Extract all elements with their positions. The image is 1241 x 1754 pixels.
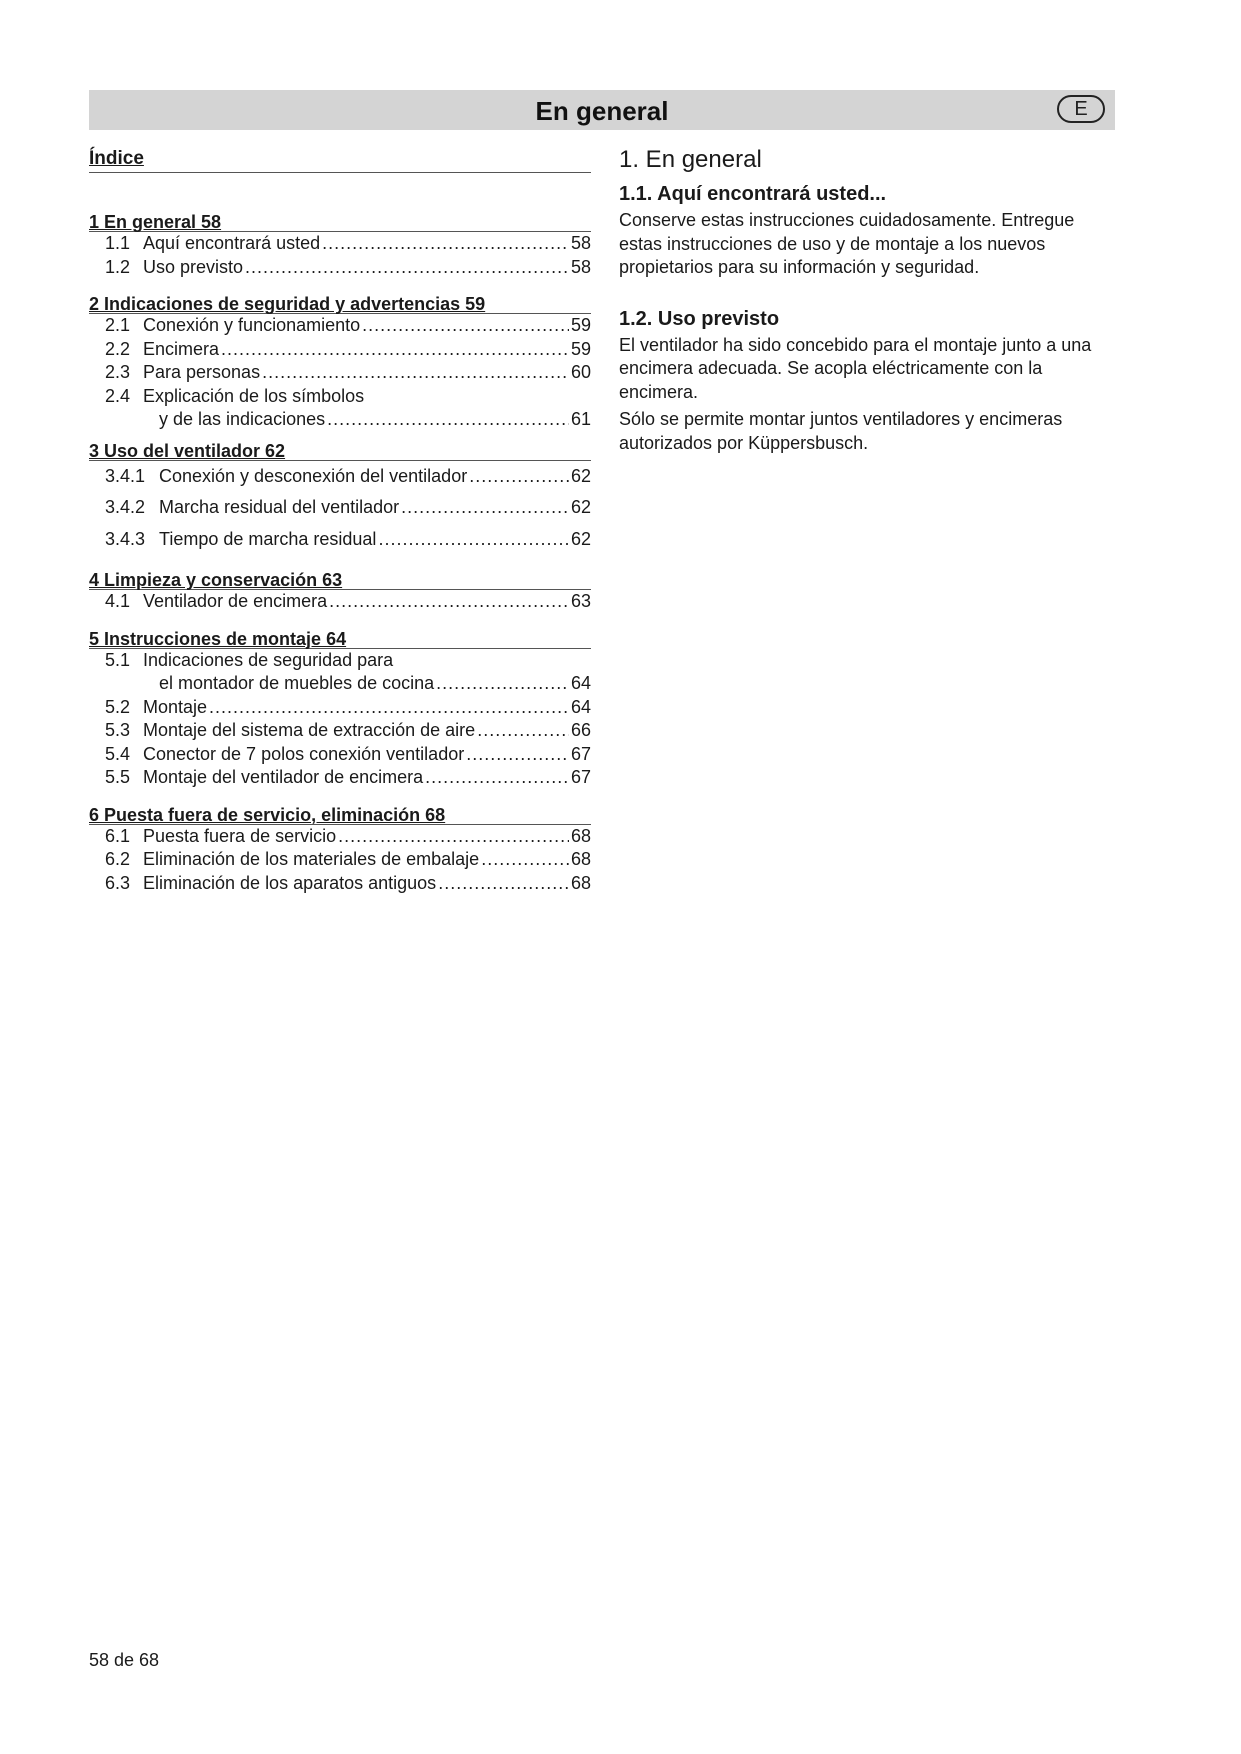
leader-dots — [469, 461, 569, 493]
toc-entry[interactable] — [89, 719, 591, 743]
leader-dots — [245, 256, 569, 280]
toc-entry-text: Conexión y desconexión del ventilador — [159, 465, 468, 486]
toc-entry-page: 62 — [570, 528, 591, 549]
toc-entry-number: 5.5 — [105, 767, 131, 787]
subsection-title-1: 1.1. Aquí encontrará usted... — [619, 183, 887, 205]
toc-entry[interactable] — [89, 524, 591, 556]
toc-entry[interactable] — [89, 649, 591, 673]
toc-section-heading[interactable]: 1 En general 58 — [89, 211, 591, 232]
subsection-text-2a: El ventilador ha sido concebido para el montaje junto a una encimera adecuada. Se acopla eléctricamente con la encimera. — [619, 334, 1092, 402]
toc-entry[interactable] — [89, 872, 591, 896]
toc-entry[interactable] — [89, 314, 591, 338]
toc-entry[interactable] — [89, 232, 591, 256]
toc-section — [89, 628, 591, 790]
subsection-title-2: 1.2. Uso previsto — [619, 307, 780, 330]
toc-entry[interactable] — [89, 361, 591, 385]
toc-entry-number: 3.4.1 — [105, 465, 146, 486]
toc-entry-number: 3.4.2 — [105, 497, 146, 517]
toc-entry-page: 68 — [570, 825, 591, 846]
toc-entry-number: 4.1 — [105, 591, 131, 611]
toc-section-heading[interactable]: 5 Instrucciones de montaje 64 — [89, 628, 591, 649]
toc-entry-continuation[interactable] — [89, 672, 591, 696]
toc-entry-text: Montaje del sistema de extracción de aire — [143, 720, 476, 740]
toc-entry[interactable] — [89, 492, 591, 524]
toc-entry-page: 61 — [570, 409, 591, 429]
toc-entry-page: 67 — [570, 743, 591, 764]
page-number: 58 de 68 — [89, 1650, 160, 1670]
main-content — [619, 145, 1119, 455]
leader-dots — [378, 524, 569, 556]
toc-entry-number: 5.3 — [105, 720, 131, 740]
toc-entry-number: 1.2 — [105, 256, 131, 277]
toc-entry-page: 58 — [570, 256, 591, 277]
toc-entry-page: 68 — [570, 872, 591, 893]
leader-dots — [338, 825, 569, 849]
leader-dots — [262, 361, 569, 385]
toc-entry[interactable] — [89, 338, 591, 362]
toc-entry-page: 64 — [570, 696, 591, 717]
toc-entry-text: Eliminación de los materiales de embalaje — [143, 849, 480, 869]
toc-sections — [89, 211, 591, 895]
leader-dots — [481, 848, 569, 872]
toc-entry-number: 2.3 — [105, 362, 131, 382]
toc-entry-text: Explicación de los símbolos — [143, 385, 365, 406]
toc-entry-text: Tiempo de marcha residual — [159, 528, 377, 549]
toc-entry-page: 68 — [570, 849, 591, 869]
toc-section — [89, 293, 591, 432]
toc-entry-text: Indicaciones de seguridad para — [143, 649, 394, 670]
toc-entry-number: 6.3 — [105, 872, 131, 893]
leader-dots — [362, 314, 569, 338]
toc-section — [89, 569, 591, 614]
subsection-text-1: Conserve estas instrucciones cuidadosamente. Entregue estas instrucciones de uso y de montaje a los nuevos propietarios para su información y seguridad. — [619, 210, 1075, 277]
toc-entry-number: 6.1 — [105, 825, 131, 846]
toc-entry-text: Ventilador de encimera — [143, 591, 328, 611]
leader-dots — [466, 743, 569, 767]
page-title: En general — [535, 96, 669, 126]
toc-entry[interactable] — [89, 696, 591, 720]
toc-entry-text: Para personas — [143, 362, 261, 382]
section-heading: 1. En general — [619, 146, 762, 173]
leader-dots — [329, 590, 569, 614]
toc-section — [89, 804, 591, 896]
toc-entry[interactable] — [89, 385, 591, 409]
leader-dots — [436, 672, 569, 696]
toc-entry-text: Marcha residual del ventilador — [159, 497, 400, 517]
toc-entry-page: 59 — [570, 315, 591, 335]
toc-entry[interactable] — [89, 825, 591, 849]
toc-entry-page: 67 — [570, 767, 591, 787]
toc-entry-page: 62 — [570, 465, 591, 486]
leader-dots — [322, 232, 569, 256]
toc-entry-page: 60 — [570, 362, 591, 382]
header-bar — [89, 90, 1115, 130]
toc-section-heading[interactable]: 4 Limpieza y conservación 63 — [89, 569, 591, 590]
toc-entry-text: Conector de 7 polos conexión ventilador — [143, 743, 465, 764]
toc-entry-page: 66 — [570, 720, 591, 740]
toc-entry-number: 5.2 — [105, 696, 131, 717]
toc-section-heading[interactable]: 2 Indicaciones de seguridad y advertencias 59 — [89, 293, 591, 314]
toc-entry-number: 2.1 — [105, 315, 131, 335]
leader-dots — [438, 872, 569, 896]
leader-dots — [477, 719, 569, 743]
toc-section — [89, 211, 591, 279]
toc-entry[interactable] — [89, 256, 591, 280]
toc-entry-text: Puesta fuera de servicio — [143, 825, 337, 846]
toc-entry-text: y de las indicaciones — [159, 409, 326, 429]
toc-entry-page: 62 — [570, 497, 591, 517]
toc-entry-number: 2.2 — [105, 338, 131, 359]
leader-dots — [209, 696, 569, 720]
toc-entry-page: 58 — [570, 233, 591, 253]
toc-entry-number: 5.4 — [105, 743, 131, 764]
toc-entry-text: Montaje del ventilador de encimera — [143, 767, 424, 787]
table-of-contents — [89, 148, 591, 895]
toc-entry-page: 63 — [570, 591, 591, 611]
toc-entry[interactable] — [89, 766, 591, 790]
toc-entry[interactable] — [89, 743, 591, 767]
toc-entry[interactable] — [89, 590, 591, 614]
toc-entry-text: Encimera — [143, 338, 220, 359]
leader-dots — [425, 766, 569, 790]
toc-section-heading[interactable]: 6 Puesta fuera de servicio, eliminación 68 — [89, 804, 591, 825]
toc-entry-text: Eliminación de los aparatos antiguos — [143, 872, 437, 893]
toc-entry-number: 3.4.3 — [105, 528, 146, 549]
toc-entry-number: 5.1 — [105, 649, 131, 670]
toc-entry-page: 59 — [570, 338, 591, 359]
leader-dots — [401, 492, 569, 524]
toc-entry[interactable] — [89, 848, 591, 872]
toc-entry-text: Conexión y funcionamiento — [143, 315, 361, 335]
leader-dots — [221, 338, 569, 362]
leader-dots — [327, 408, 569, 432]
toc-section — [89, 440, 591, 556]
toc-entry-page: 64 — [570, 673, 591, 693]
toc-entry[interactable] — [89, 461, 591, 493]
toc-section-heading[interactable]: 3 Uso del ventilador 62 — [89, 440, 591, 461]
toc-entry-text: Uso previsto — [143, 256, 244, 277]
toc-entry-number: 2.4 — [105, 385, 131, 406]
subsection-text-2b: Sólo se permite montar juntos ventiladores y encimeras autorizados por Küppersbusch. — [619, 409, 1063, 453]
toc-entry-number: 1.1 — [105, 233, 131, 253]
toc-entry-text: Aquí encontrará usted — [143, 233, 321, 253]
toc-entry-number: 6.2 — [105, 849, 131, 869]
index-title: Índice — [89, 148, 591, 173]
toc-entry-text: el montador de muebles de cocina — [159, 673, 435, 693]
language-badge: E — [1057, 95, 1105, 123]
toc-entry-text: Montaje — [143, 696, 208, 717]
toc-entry-continuation[interactable] — [89, 408, 591, 432]
